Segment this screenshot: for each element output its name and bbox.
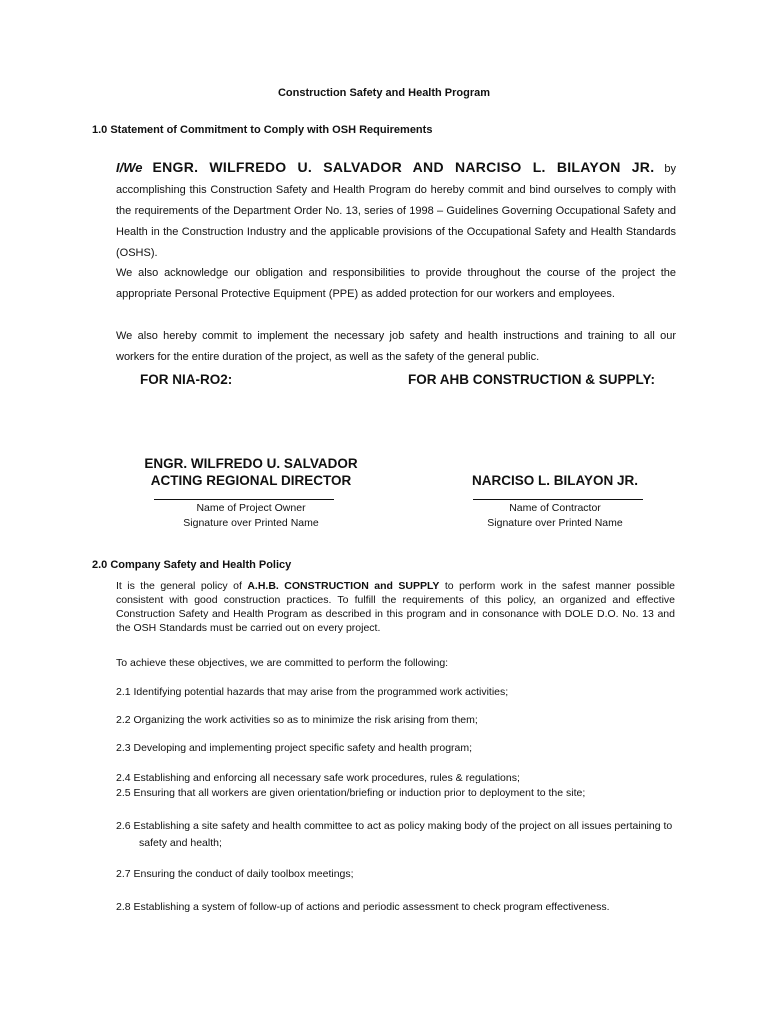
committed-names: ENGR. WILFREDO U. SALVADOR AND NARCISO L. BILAYON JR.	[152, 159, 655, 175]
owner-signature-line	[154, 499, 334, 500]
for-contractor-label: FOR AHB CONSTRUCTION & SUPPLY:	[408, 372, 656, 387]
policy-item-2-5: 2.5 Ensuring that all workers are given orientation/briefing or induction prior to deployment to the site;	[116, 787, 586, 799]
policy-item-2-2: 2.2 Organizing the work activities so as to minimize the risk arising from them;	[116, 714, 478, 726]
we-label: I/We	[116, 160, 143, 175]
policy-paragraph	[116, 579, 675, 635]
commitment-paragraph	[116, 157, 676, 264]
contractor-name: NARCISO L. BILAYON JR.	[471, 473, 639, 488]
policy-item-2-8: 2.8 Establishing a system of follow-up of actions and periodic assessment to check program effectiveness.	[116, 901, 610, 913]
commitment-text: by accomplishing this Construction Safety and Health Program do hereby commit and bind ourselves to comply with the requirements of the Department Order No. 13, series of 1998 – Guidelines Governing Occupational Safety and Health in the Construction Industry and the applicable provisions of the Occupational Safety and Health Standards (OSHS).	[116, 163, 676, 259]
owner-caption-role: Name of Project Owner	[196, 502, 306, 514]
contractor-signature-block	[465, 472, 645, 531]
policy-item-2-3: 2.3 Developing and implementing project specific safety and health program;	[116, 742, 473, 754]
section-2-heading: 2.0 Company Safety and Health Policy	[92, 559, 292, 571]
policy-item-2-1: 2.1 Identifying potential hazards that may arise from the programmed work activities;	[116, 686, 509, 698]
contractor-caption-signature: Signature over Printed Name	[487, 517, 623, 529]
policy-text-post: to perform work in the safest manner possible consistent with good construction practices. To fulfill the requirements of this policy, an organized and effective Construction Safety and Health Program as described in this program and in consonance with DOLE D.O. No. 13 and the OSH Standards must be carried out on every project.	[116, 580, 676, 634]
owner-title: ACTING REGIONAL DIRECTOR	[150, 473, 352, 488]
section-1-heading: 1.0 Statement of Commitment to Comply with OSH Requirements	[92, 124, 433, 136]
policy-item-2-7: 2.7 Ensuring the conduct of daily toolbox meetings;	[116, 868, 354, 880]
policy-item-2-6	[116, 818, 676, 852]
policy-text-pre: It is the general policy of	[116, 580, 242, 592]
policy-item-2-4: 2.4 Establishing and enforcing all necessary safe work procedures, rules & regulations;	[116, 772, 520, 784]
contractor-caption-role: Name of Contractor	[509, 502, 601, 514]
ppe-paragraph: We also acknowledge our obligation and responsibilities to provide throughout the course of the project the appropriate Personal Protective Equipment (PPE) as added protection for our workers and employees.	[116, 267, 676, 300]
contractor-signature-line	[473, 499, 643, 500]
owner-name: ENGR. WILFREDO U. SALVADOR	[144, 456, 358, 471]
policy-item-2-6-text: 2.6 Establishing a site safety and health committee to act as policy making body of the project on all issues pertaining to	[116, 820, 673, 832]
training-paragraph: We also hereby commit to implement the necessary job safety and health instructions and training to all our workers for the entire duration of the project, as well as the safety of the general public.	[116, 330, 676, 363]
for-owner-label: FOR NIA-RO2:	[140, 372, 233, 387]
owner-caption-signature: Signature over Printed Name	[183, 517, 319, 529]
owner-signature-block	[140, 455, 362, 531]
policy-item-2-6-continuation: safety and health;	[139, 837, 222, 849]
objectives-intro: To achieve these objectives, we are committed to perform the following:	[116, 657, 449, 669]
policy-company-name: A.H.B. CONSTRUCTION and SUPPLY	[247, 580, 440, 592]
document-title: Construction Safety and Health Program	[277, 87, 491, 99]
